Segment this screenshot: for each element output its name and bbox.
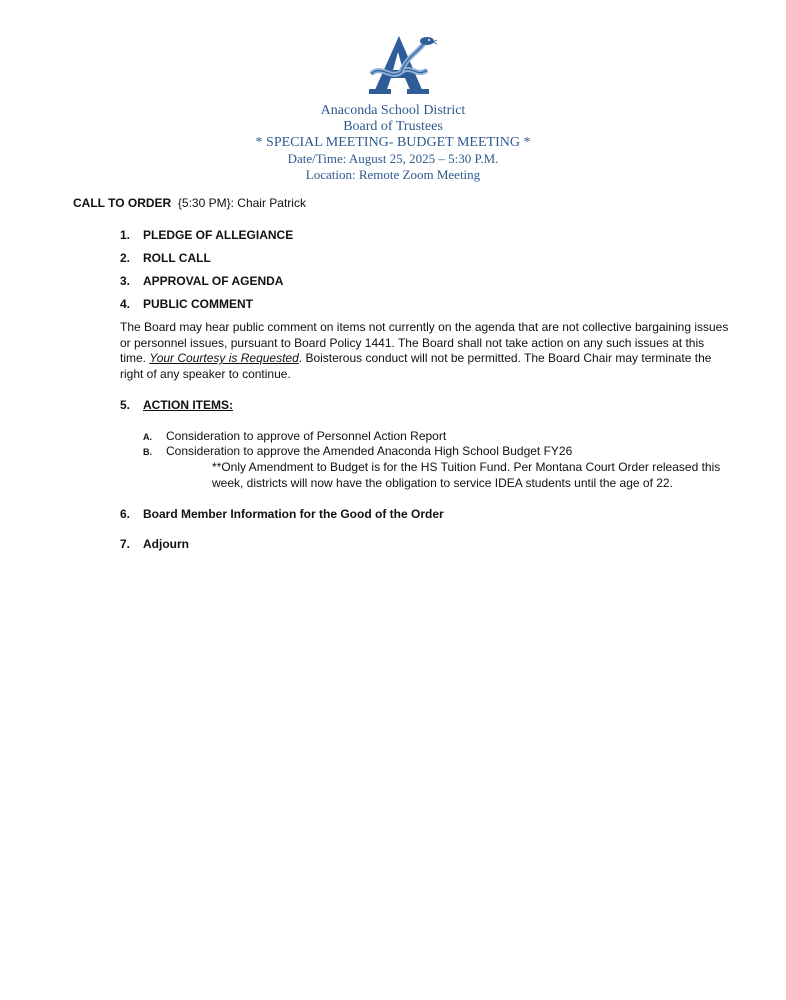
action-item-text: Consideration to approve the Amended Anaconda High School Budget FY26 (166, 444, 573, 458)
agenda-item-number: 2. (120, 251, 131, 265)
meeting-datetime: Date/Time: August 25, 2025 – 5:30 P.M. (287, 151, 499, 166)
meeting-type: * SPECIAL MEETING- BUDGET MEETING * (255, 135, 531, 150)
action-item-a (143, 429, 446, 443)
public-comment-text (120, 320, 730, 382)
agenda-item-number: 5. (120, 398, 131, 412)
agenda-item-number: 4. (120, 297, 131, 311)
call-to-order-detail: {5:30 PM}: Chair Patrick (177, 196, 306, 210)
public-comment-body: The Board may hear public comment on items not currently on the agenda that are not collective bargaining issues or personnel issues, pursuant to Board Policy 1441. The Board shall not take action on any such issues at this time. (120, 320, 729, 365)
agenda-item-number: 3. (120, 274, 131, 288)
board-name: Board of Trustees (343, 119, 443, 134)
agenda-item-4 (120, 297, 253, 311)
agenda-item-6 (120, 507, 444, 521)
action-item-note: **Only Amendment to Budget is for the HS Tuition Fund. Per Montana Court Order released this week, districts will now have the obligation to service IDEA students until the age of 22. (212, 460, 721, 490)
agenda-item-title: ACTION ITEMS: (143, 398, 233, 412)
agenda-item-title: ROLL CALL (143, 251, 211, 265)
agenda-item-number: 7. (120, 537, 131, 551)
call-to-order-label: CALL TO ORDER (73, 196, 172, 210)
call-to-order (73, 196, 306, 210)
action-item-text: Consideration to approve of Personnel Action Report (166, 429, 447, 443)
action-item-letter: B. (143, 447, 152, 457)
agenda-item-5 (120, 398, 233, 412)
action-item-b (143, 444, 572, 458)
meeting-header (0, 103, 786, 183)
district-logo-icon (361, 34, 437, 96)
agenda-item-title: PUBLIC COMMENT (143, 297, 253, 311)
agenda-item-7 (120, 537, 189, 551)
agenda-item-1 (120, 228, 293, 242)
district-name: Anaconda School District (320, 103, 466, 118)
public-comment-conduct: . Boisterous conduct will not be permitted. The Board Chair may terminate the right of any speaker to continue. (120, 351, 712, 381)
courtesy-note: Your Courtesy is Requested (149, 351, 299, 365)
agenda-item-title: APPROVAL OF AGENDA (143, 274, 284, 288)
agenda-item-title: Board Member Information for the Good of the Order (143, 507, 444, 521)
agenda-item-title: Adjourn (143, 537, 189, 551)
meeting-location: Location: Remote Zoom Meeting (305, 167, 481, 182)
agenda-item-number: 1. (120, 228, 131, 242)
agenda-item-number: 6. (120, 507, 131, 521)
agenda-item-title: PLEDGE OF ALLEGIANCE (143, 228, 294, 242)
agenda-item-3 (120, 274, 283, 288)
action-item-letter: A. (143, 432, 152, 442)
agenda-item-2 (120, 251, 211, 265)
